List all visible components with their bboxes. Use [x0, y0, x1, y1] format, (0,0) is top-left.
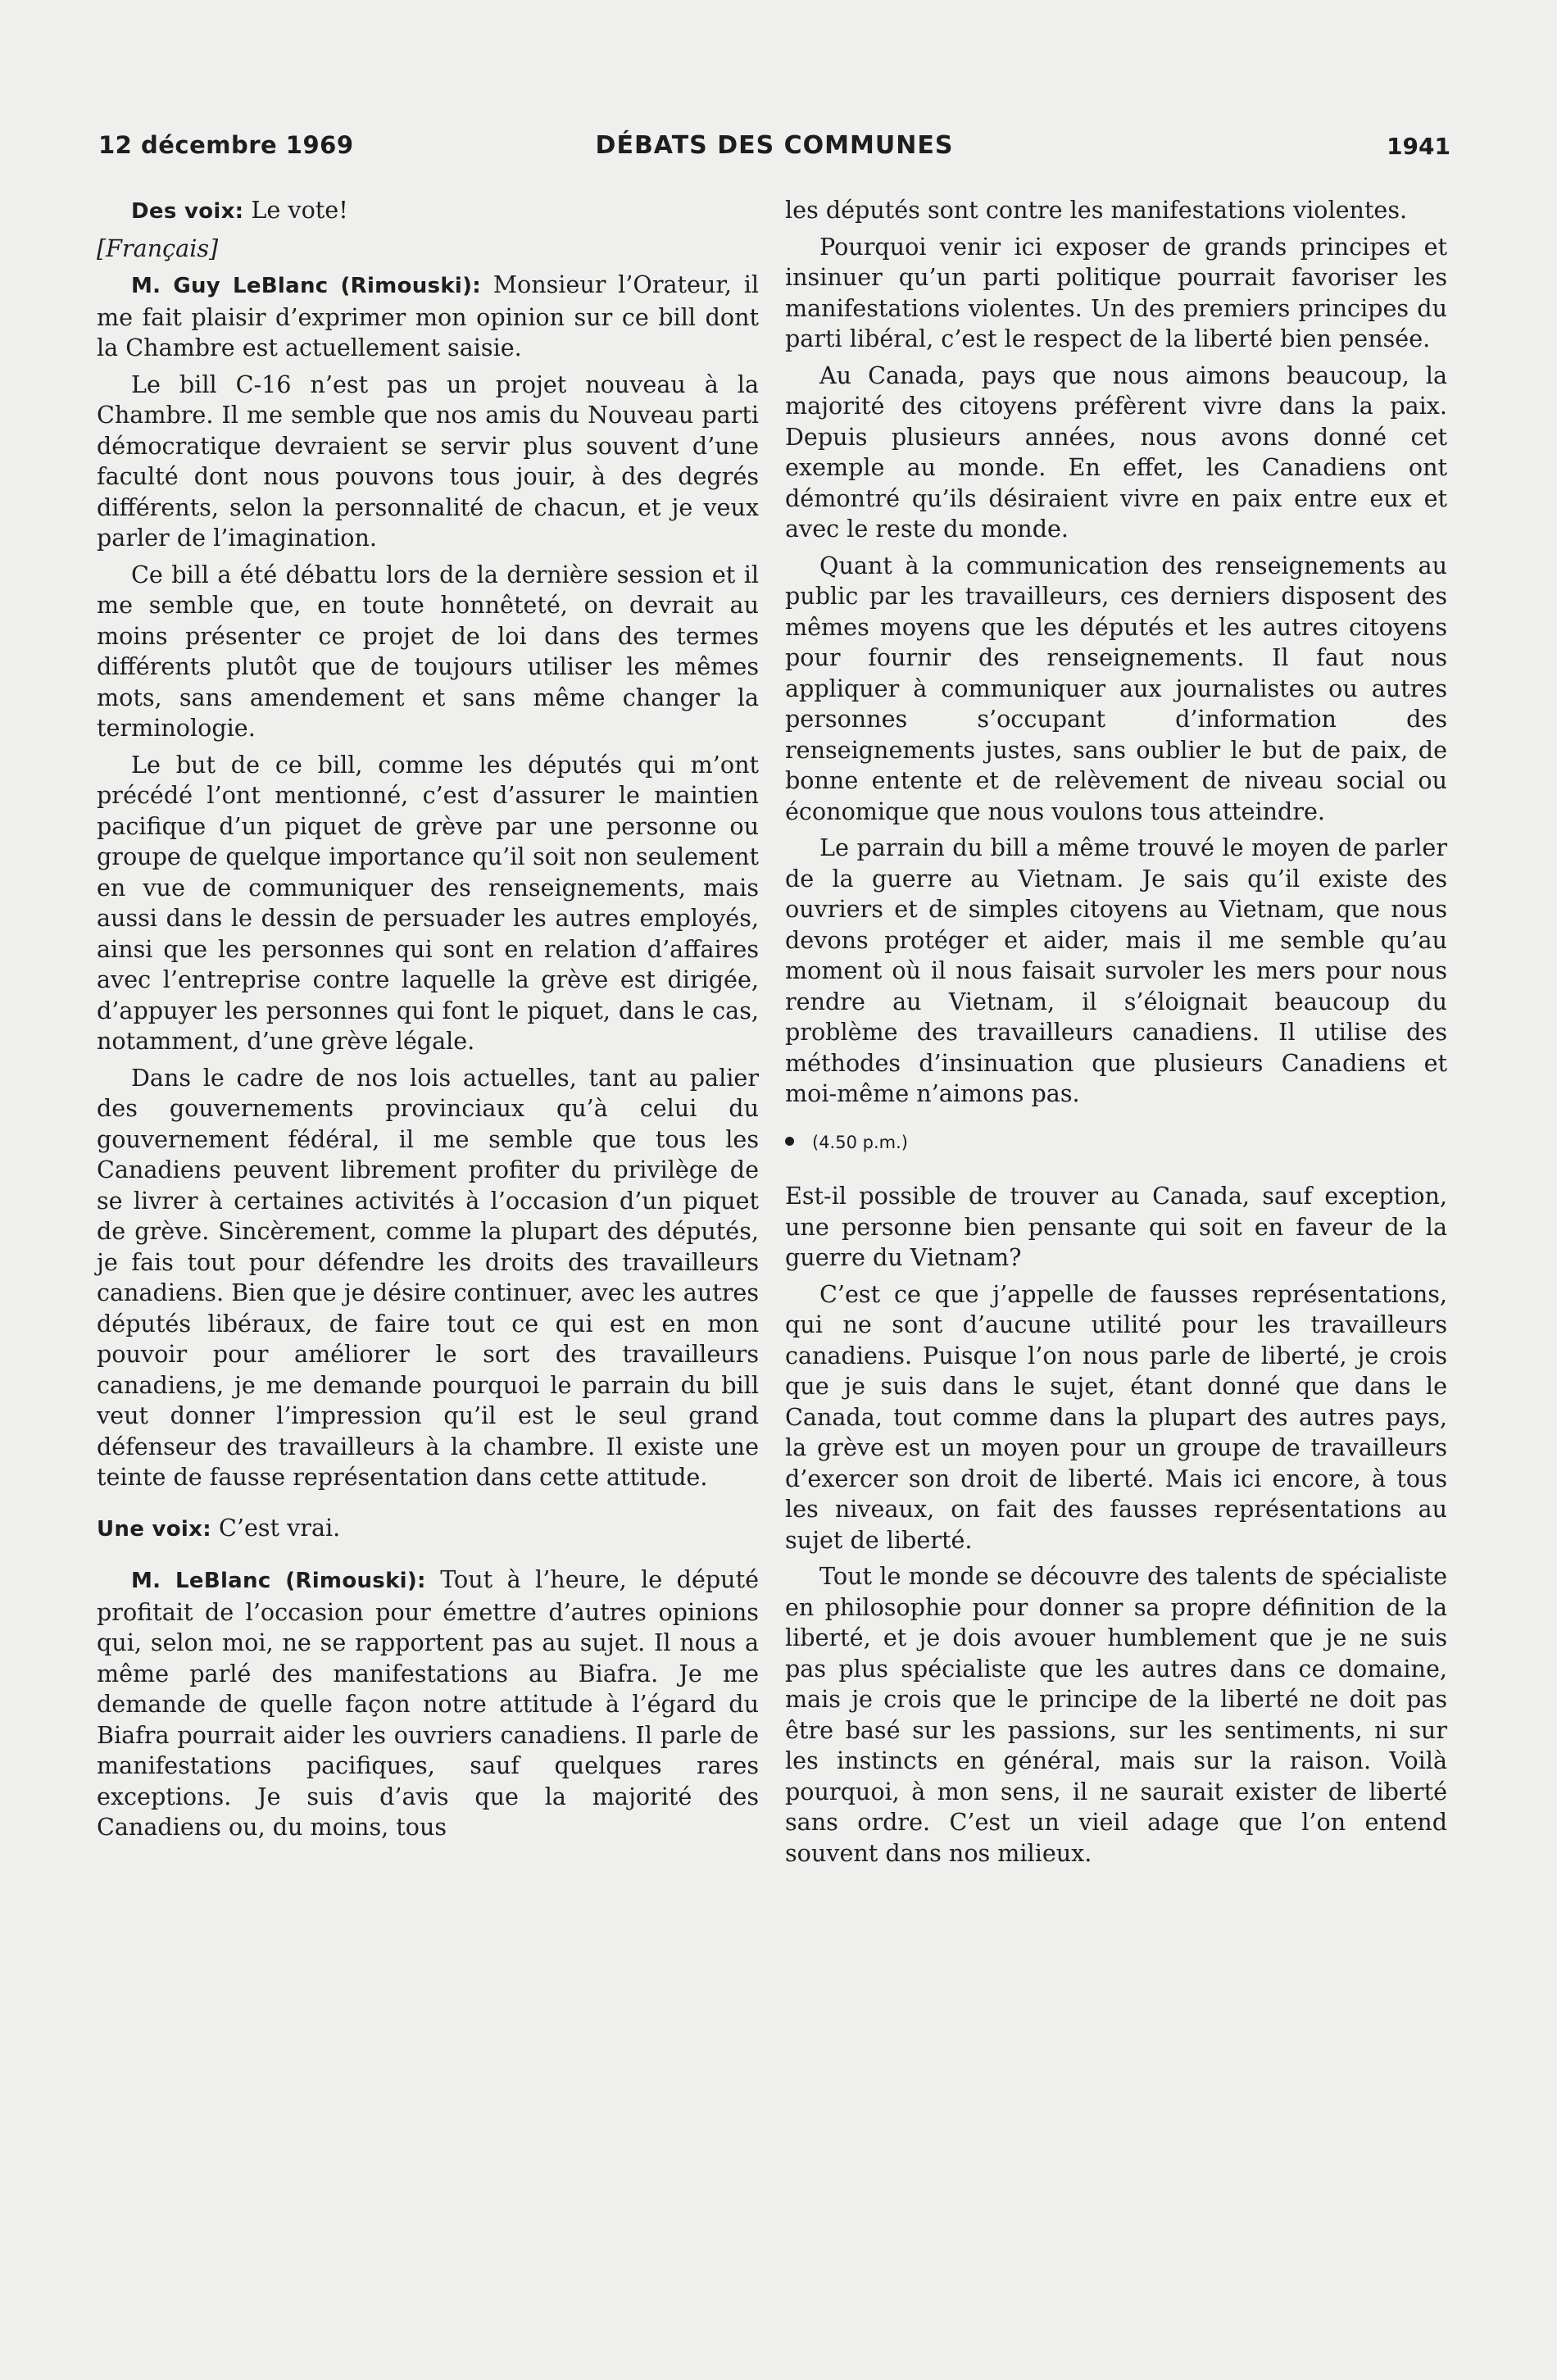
paragraph: les députés sont contre les manifestations violentes. — [785, 196, 1408, 224]
paragraph-text: Le vote! — [243, 196, 348, 224]
speaker-label: Une voix: — [97, 1516, 211, 1542]
paragraph: Quant à la communication des renseignements au public par les travailleurs, ces derniers disposent des mêmes moyens que les députés et les autres citoyens pour fournir des renseignements. Il faut nous appliquer à communiquer aux journalistes ou autres personnes s’occupant d’information des renseignements justes, sans oublier le but de paix, de bonne entente et de relèvement de niveau social ou économique que nous voulons tous atteindre. — [785, 551, 1447, 825]
paragraph: Ce bill a été débattu lors de la dernière session et il me semble que, en toute honnêteté, on devrait au moins présenter ce projet de loi dans des termes différents plutôt que de toujours utiliser les mêmes mots, sans amendement et sans même changer la terminologie. — [97, 560, 759, 742]
language-marker: [Français] — [97, 234, 219, 262]
paragraph: Est-il possible de trouver au Canada, sauf exception, une personne bien pensante qui soit en faveur de la guerre du Vietnam? — [785, 1182, 1447, 1271]
paragraph: Au Canada, pays que nous aimons beaucoup, la majorité des citoyens préfèrent vivre dans la paix. Depuis plusieurs années, nous avons donné cet exemple au monde. En effet, les Canadiens ont démontré qu’ils désiraient vivre en paix entre eux et avec le reste du monde. — [785, 361, 1447, 543]
paragraph-text: Tout à l’heure, le député profitait de l’occasion pour émettre d’autres opinions qui, selon moi, ne se rapportent pas au sujet. Il nous a même parlé des manifestations au Biafra. Je me demande de quelle façon notre attitude à l’égard du Biafra pourrait aider les ouvriers canadiens. Il parle de manifestations pacifiques, sauf quelques rares exceptions. Je suis d’avis que la majorité des Canadiens ou, du moins, tous — [97, 1565, 759, 1841]
paragraph: Dans le cadre de nos lois actuelles, tant au palier des gouvernements provinciaux qu’à celui du gouvernement fédéral, il me semble que tous les Canadiens peuvent librement profiter du privilège de se livrer à certaines activités à l’occasion d’un piquet de grève. Sincèrement, comme la plupart des députés, je fais tout pour défendre les droits des travailleurs canadiens. Bien que je désire continuer, avec les autres députés libéraux, de faire tout ce qui est en mon pouvoir pour améliorer le sort des travailleurs canadiens, je me demande pourquoi le parrain du bill veut donner l’impression qu’il est le seul grand défenseur des travailleurs à la chambre. Il existe une teinte de fausse représentation dans cette attitude. — [97, 1063, 759, 1491]
paragraph — [97, 270, 759, 364]
paragraph: Le parrain du bill a même trouvé le moyen de parler de la guerre au Vietnam. Je sais qu’il existe des ouvriers et de simples citoyens au Vietnam, que nous devons protéger et aider, mais il me semble qu’au moment où il nous faisait survoler les mers pour nous rendre au Vietnam, il s’éloignait beaucoup du problème des travailleurs canadiens. Il utilise des méthodes d’insinuation que plusieurs Canadiens et moi-même n’aimons pas. — [785, 833, 1447, 1107]
paragraph: Pourquoi venir ici exposer de grands principes et insinuer qu’un parti politique pourrait favoriser les manifestations violentes. Un des premiers principes du parti libéral, c’est le respect de la liberté bien pensée. — [785, 232, 1447, 352]
paragraph: Tout le monde se découvre des talents de spécialiste en philosophie pour donner sa propre définition de la liberté, et je dois avouer humblement que je ne suis pas plus spécialiste que les autres dans ce domaine, mais je crois que le principe de la liberté ne doit pas être basé sur les passions, sur les sentiments, ni sur les instincts en général, mais sur la raison. Voilà pourquoi, à mon sens, il ne saurait exister de liberté sans ordre. C’est un vieil adage que l’on entend souvent dans nos milieux. — [785, 1562, 1447, 1867]
timestamp — [785, 1128, 1447, 1159]
header-title: DÉBATS DES COMMUNES — [595, 131, 954, 160]
header-date: 12 décembre 1969 — [98, 131, 354, 159]
paragraph: Le but de ce bill, comme les députés qui m’ont précédé l’ont mentionné, c’est d’assurer le maintien pacifique d’un piquet de grève par une personne ou groupe de quelque importance qu’il soit non seulement en vue de communiquer des renseignements, mais aussi dans le dessin de persuader les autres employés, ainsi que les personnes qui sont en relation d’affaires avec l’entreprise contre laquelle la grève est dirigée, d’appuyer les personnes qui font le piquet, dans le cas, notamment, d’une grève légale. — [97, 750, 759, 1055]
right-column — [785, 195, 1447, 1874]
paragraph — [97, 1513, 759, 1546]
paragraph — [97, 1565, 759, 1843]
speaker-label: M. Guy LeBlanc (Rimouski): — [131, 274, 481, 298]
paragraph-text: C’est vrai. — [211, 1513, 341, 1542]
paragraph-text: Monsieur l’Orateur, il me fait plaisir d’exprimer mon opinion sur ce bill dont la Chambre est actuellement saisie. — [97, 270, 759, 361]
paragraph: C’est ce que j’appelle de fausses représentations, qui ne sont d’aucune utilité pour les travailleurs canadiens. Puisque l’on nous parle de liberté, je crois que je suis dans le sujet, étant donné que dans le Canada, tout comme dans la plupart des autres pays, la grève est un moyen pour un groupe de travailleurs d’exercer son droit de liberté. Mais ici encore, à tous les niveaux, on fait des fausses représentations au sujet de liberté. — [785, 1279, 1447, 1554]
page-header — [98, 131, 1450, 172]
paragraph: Le bill C-16 n’est pas un projet nouveau à la Chambre. Il me semble que nos amis du Nouveau parti démocratique devraient se servir plus souvent d’une faculté dont nous pouvons tous jouir, à des degrés différents, selon la personnalité de chacun, et je veux parler de l’imagination. — [97, 370, 759, 552]
speaker-label: M. LeBlanc (Rimouski): — [131, 1569, 426, 1593]
header-page-number: 1941 — [1387, 133, 1450, 160]
bullet-icon — [785, 1137, 794, 1146]
timestamp-text: (4.50 p.m.) — [812, 1132, 908, 1152]
left-column — [97, 195, 759, 1849]
paragraph — [97, 195, 759, 228]
speaker-label: Des voix: — [131, 199, 244, 224]
